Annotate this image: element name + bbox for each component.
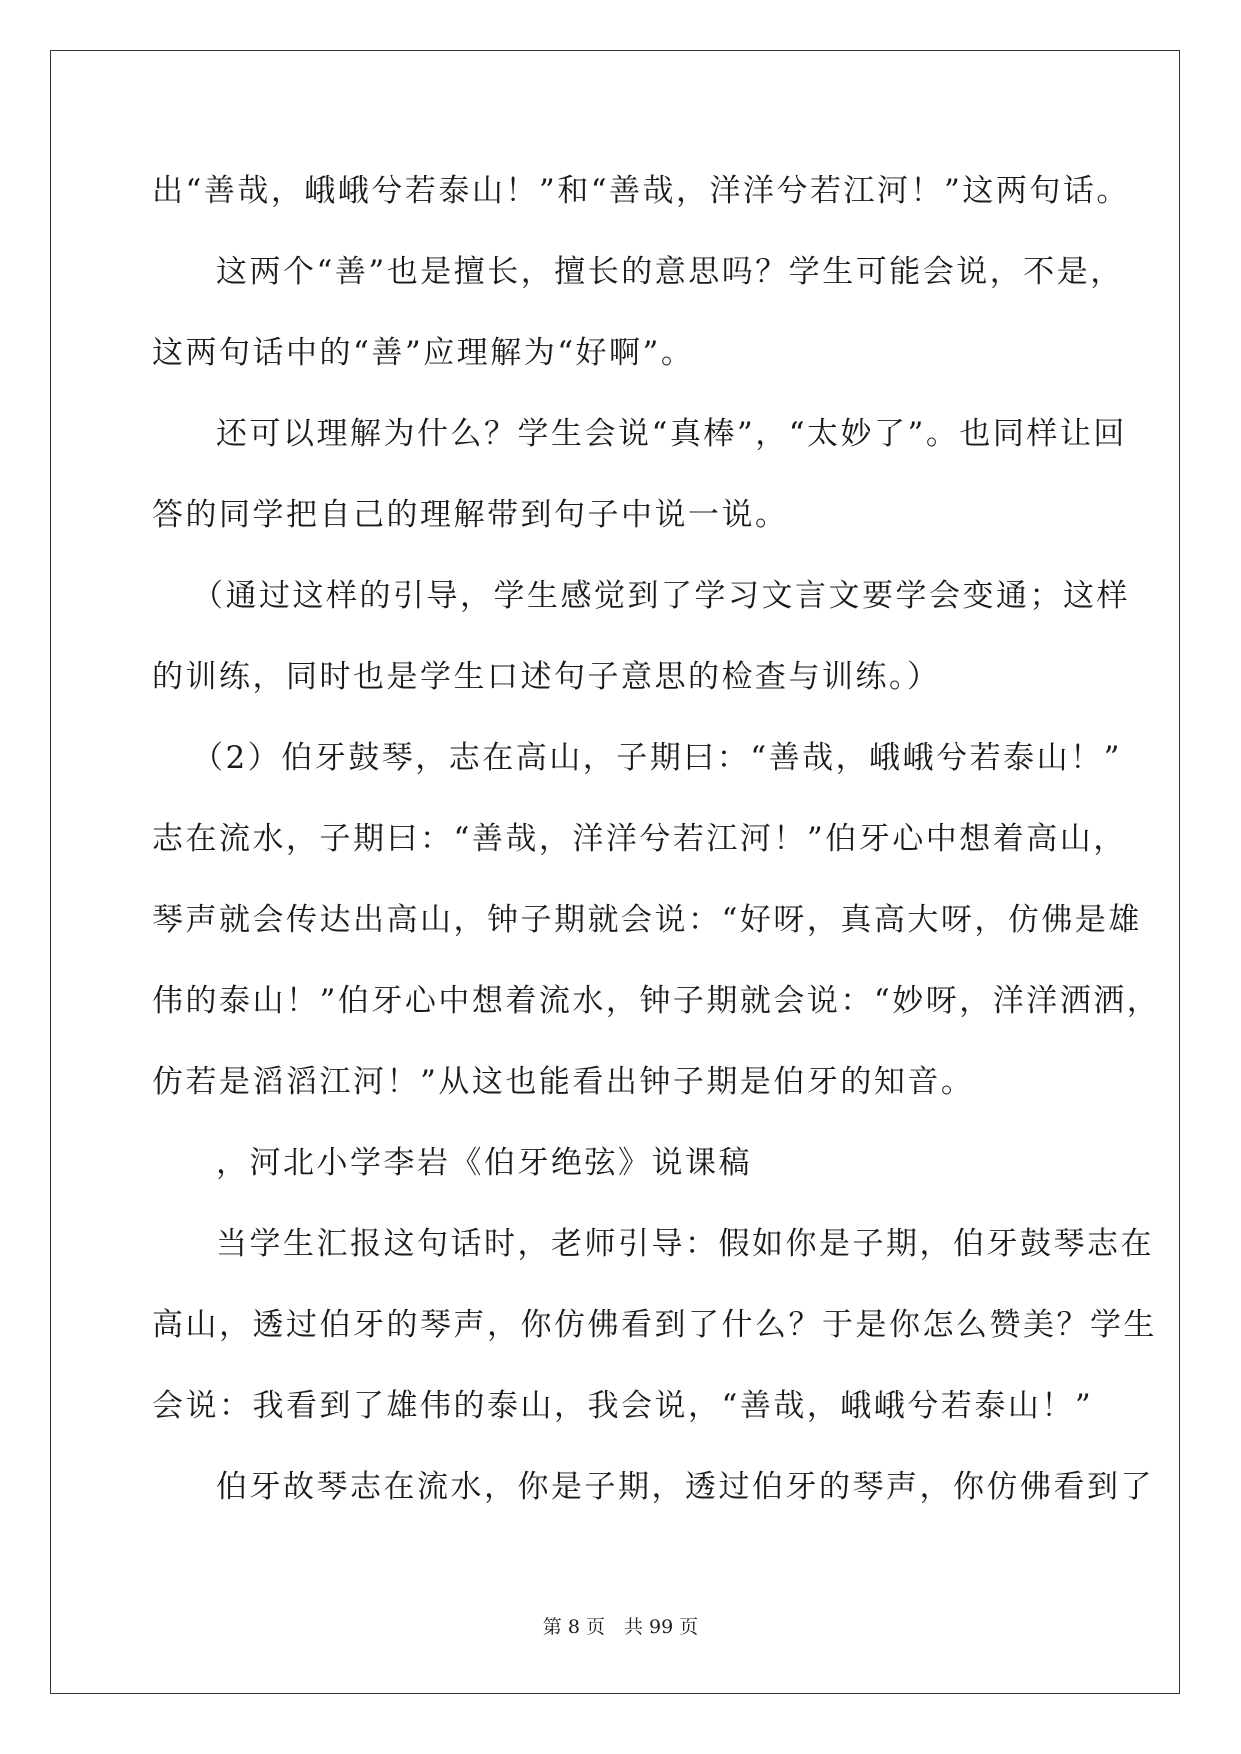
text-line-5: 答的同学把自己的理解带到句子中说一说。 [152,497,789,533]
text-line-12: 仿若是滔滔江河！”从这也能看出钟子期是伯牙的知音。 [152,1064,975,1100]
text-line-9: 志在流水，子期曰：“善哉，洋洋兮若江河！”伯牙心中想着高山， [152,821,1127,857]
text-line-17: 伯牙故琴志在流水，你是子期，透过伯牙的琴声，你仿佛看到了 [216,1469,1154,1505]
text-line-2: 这两个“善”也是擅长，擅长的意思吗？学生可能会说，不是， [216,254,1124,290]
text-line-8: （2）伯牙鼓琴，志在高山，子期曰：“善哉，峨峨兮若泰山！” [192,740,1122,776]
text-line-15: 高山，透过伯牙的琴声，你仿佛看到了什么？于是你怎么赞美？学生 [152,1307,1157,1343]
text-line-11: 伟的泰山！”伯牙心中想着流水，钟子期就会说：“妙呀，洋洋洒洒， [152,983,1161,1019]
text-line-10: 琴声就会传达出高山，钟子期就会说：“好呀，真高大呀，仿佛是雄 [152,902,1142,938]
text-line-16: 会说：我看到了雄伟的泰山，我会说，“善哉，峨峨兮若泰山！” [152,1388,1094,1424]
text-line-13: ，河北小学李岩《伯牙绝弦》说课稿 [216,1145,752,1181]
text-line-1: 出“善哉，峨峨兮若泰山！”和“善哉，洋洋兮若江河！”这两句话。 [152,173,1130,209]
text-line-4: 还可以理解为什么？学生会说“真棒”，“太妙了”。也同样让回 [216,416,1127,452]
text-line-6: （通过这样的引导，学生感觉到了学习文言文要学会变通；这样 [192,578,1130,614]
document-body [152,162,1161,1539]
page-number-footer: 第 8 页 共 99 页 [542,1616,699,1638]
text-line-7: 的训练，同时也是学生口述句子意思的检查与训练。） [152,659,941,695]
text-line-14: 当学生汇报这句话时，老师引导：假如你是子期，伯牙鼓琴志在 [216,1226,1154,1262]
text-line-3: 这两句话中的“善”应理解为“好啊”。 [152,335,695,371]
